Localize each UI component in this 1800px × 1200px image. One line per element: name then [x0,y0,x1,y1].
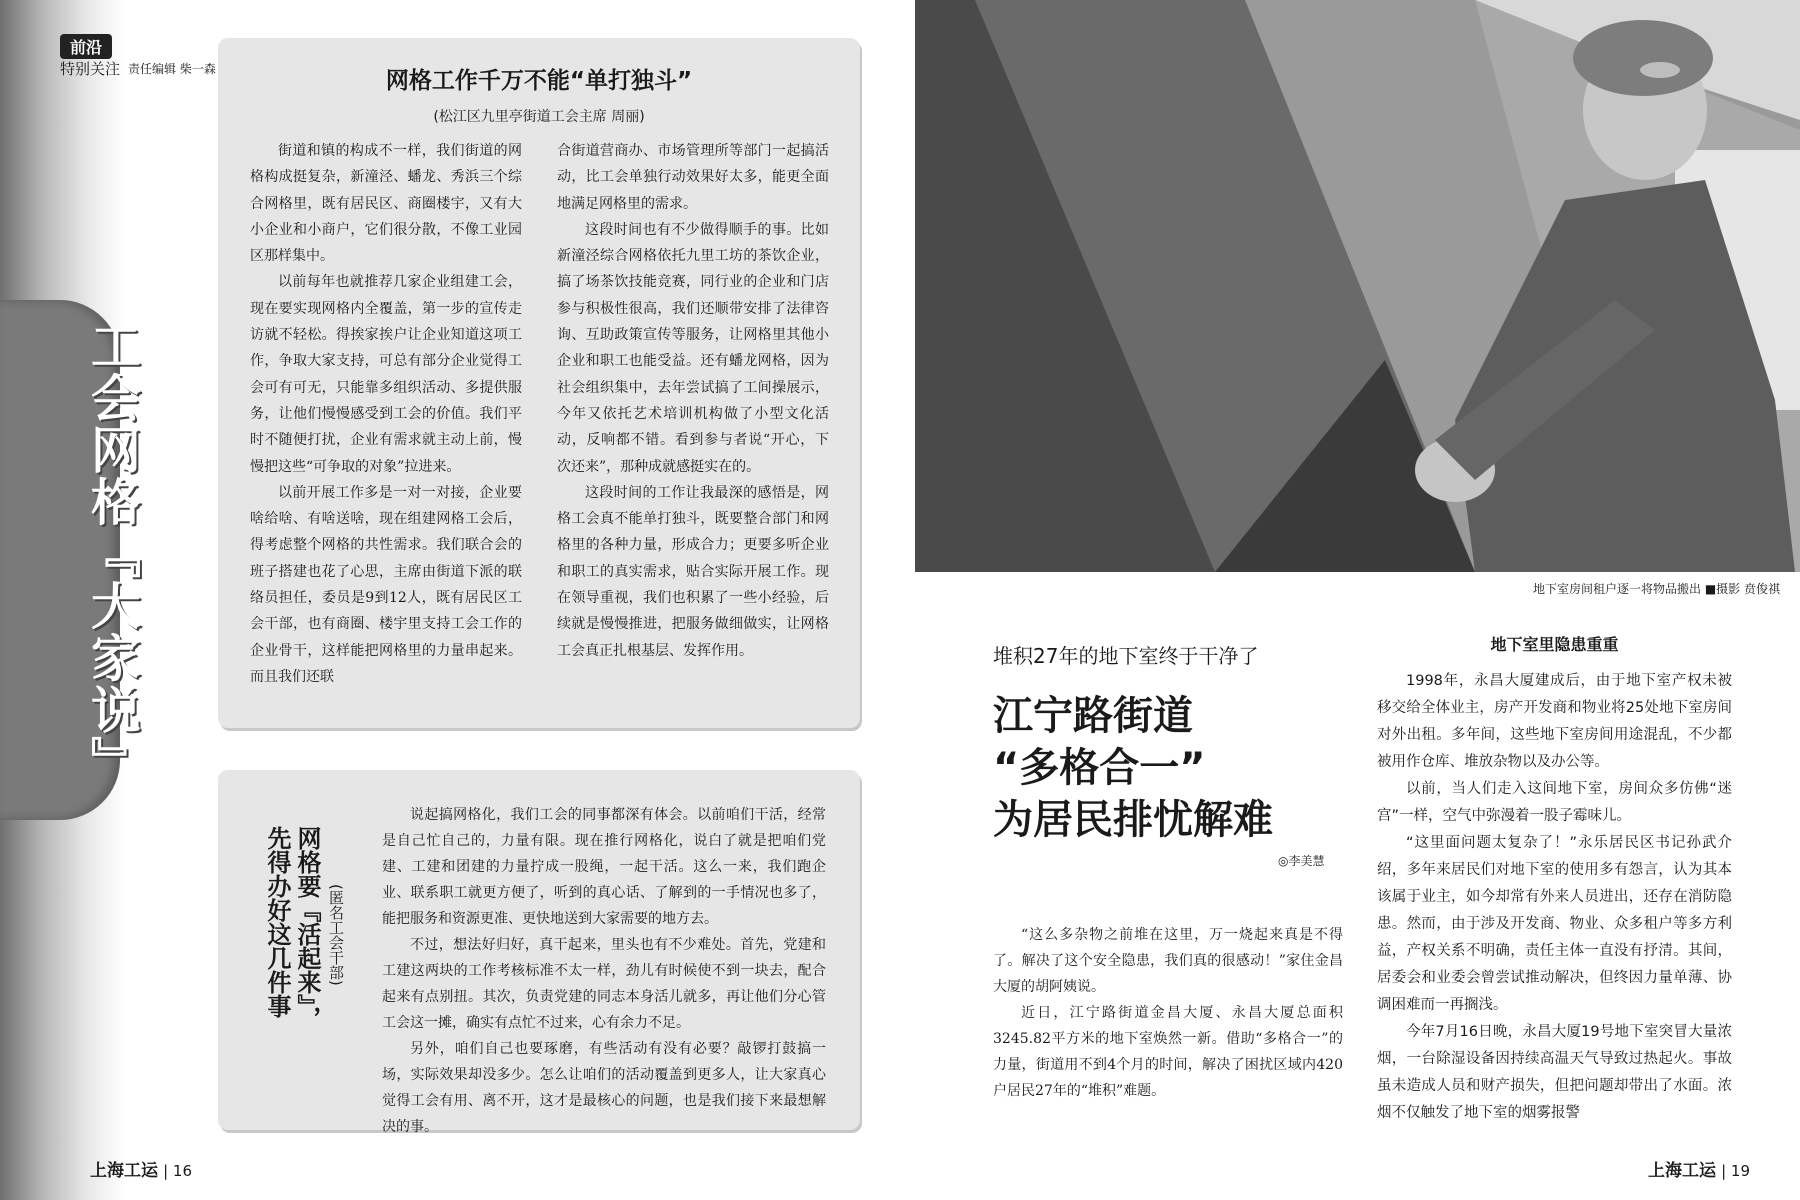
paragraph: 这段时间的工作让我最深的感悟是，网格工会真不能单打独斗，既要整合部门和网格里的各种力量，形成合力；更要多听企业和职工的真实需求，贴合实际开展工作。现在领导重视，我们也积累了一些小经验，后续就是慢慢推进，把服务做细做实，让网格工会真正扎根基层、发挥作用。 [557,484,829,659]
section-badge: 前沿 [60,34,112,59]
paragraph: “这么多杂物之前堆在这里，万一烧起来真是不得了。解决了这个安全隐患，我们真的很感动！”家住金昌大厦的胡阿姨说。 [993,927,1343,995]
page-number: 16 [172,1162,193,1180]
folio-separator: | [1721,1162,1731,1180]
editor-credit: 责任编辑 柴一森 [128,62,216,76]
headline-line: 江宁路街道 [993,693,1193,739]
page-number: 19 [1730,1162,1751,1180]
side-title: 工会网格『大家说』 [83,320,141,788]
left-folio [90,1156,192,1181]
worker-photo-illustration [915,0,1800,572]
right-folio [1648,1156,1750,1181]
article1-title: 网格工作千万不能“单打独斗” [385,68,693,94]
photo-caption: 地下室房间租户逐一将物品搬出 ■摄影 贲俊祺 [1533,582,1780,596]
paragraph: 今年7月16日晚，永昌大厦19号地下室突冒大量浓烟，一台除湿设备因持续高温天气导致过热起火。事故虽未造成人员和财产损失，但把问题却带出了水面。浓烟不仅触发了地下室的烟雾报警 [1377,1024,1732,1121]
article3-column-a [993,922,1343,1104]
paragraph: 不过，想法好归好，真干起来，里头也有不少难处。首先，党建和工建这两块的工作考核标准不太一样，劲儿有时候使不到一块去，配合起来有点别扭。其次，负责党建的同志本身活儿就多，再让他们分心管工会这一摊，确实有点忙不过来，心有余力不足。 [382,937,826,1031]
headline-line: 为居民排忧解难 [993,797,1273,843]
article3-kicker: 堆积27年的地下室终于干净了 [993,644,1259,668]
paragraph: 合街道营商办、市场管理所等部门一起搞活动，比工会单独行动效果好太多，能更全面地满足网格里的需求。 [557,143,829,212]
article3-column-b [1377,668,1732,1127]
paragraph: 以前每年也就推荐几家企业组建工会，现在要实现网格内全覆盖，第一步的宣传走访就不轻松。得挨家挨户让企业知道这项工作，争取大家支持，可总有部分企业觉得工会可有可无，只能靠多组织活动、多提供服务，让他们慢慢感受到工会的价值。我们平时不随便打扰，企业有需求就主动上前，慢慢把这些“可争取的对象”拉进来。 [250,274,522,475]
article3-subhead: 地下室里隐患重重 [1490,635,1619,654]
paragraph: 另外，咱们自己也要琢磨，有些活动有没有必要？敲锣打鼓搞一场，实际效果却没多少。怎么让咱们的活动覆盖到更多人，让大家真心觉得工会有用、离不开，这才是最核心的问题，也是我们接下来最想解决的事。 [382,1041,826,1135]
headline-line: “多格合一” [993,745,1206,791]
section-subtitle: 特别关注 [60,60,121,78]
paragraph: 1998年，永昌大厦建成后，由于地下室产权未被移交给全体业主，房产开发商和物业将25处地下室房间对外出租。多年间，这些地下室房间用途混乱，不少都被用作仓库、堆放杂物以及办公等。 [1377,673,1732,770]
article3-headline [993,690,1273,846]
paragraph: 这段时间也有不少做得顺手的事。比如新潼泾综合网格依托九里工坊的茶饮企业，搞了场茶饮技能竞赛，同行业的企业和门店参与积极性很高，我们还顺带安排了法律咨询、互助政策宣传等服务，让网格里其他小企业和职工也能受益。还有蟠龙网格，因为社会组织集中，去年尝试搞了工间操展示，今年又依托艺术培训机构做了小型文化活动，反响都不错。看到参与者说“开心，下次还来”，那种成就感挺实在的。 [557,221,829,475]
article2-author: (匿名工会干部) [327,884,345,986]
paragraph: “这里面问题太复杂了！”永乐居民区书记孙武介绍，多年来居民们对地下室的使用多有怨言，认为其本该属于业主，如今却常有外来人员进出，还存在消防隐患。然而，由于涉及开发商、物业、众多租户等多方利益，产权关系不明确，责任主体一直没有抒清。其间，居委会和业委会曾尝试推动解决，但终因力量单薄、协调困难而一再搁浅。 [1377,835,1732,1013]
worker-photo [915,0,1800,572]
folio-separator: | [163,1162,173,1180]
paragraph: 街道和镇的构成不一样，我们街道的网格构成挺复杂，新潼泾、蟠龙、秀浜三个综合网格里，既有居民区、商圈楼宇，又有大小企业和小商户，它们很分散，不像工业园区那样集中。 [250,143,522,265]
paragraph: 近日，江宁路街道金昌大厦、永昌大厦总面积3245.82平方米的地下室焕然一新。借助“多格合一”的力量，街道用不到4个月的时间，解决了困扰区域内420户居民27年的“堆积”难题。 [993,1005,1343,1099]
magazine-logo: 上海工运 [1648,1161,1716,1181]
article1-column-a [250,138,522,690]
article2-body [382,802,826,1140]
magazine-logo: 上海工运 [90,1161,158,1181]
paragraph: 以前，当人们走入这间地下室，房间众多仿佛“迷宫”一样，空气中弥漫着一股子霉味儿。 [1377,781,1732,824]
paragraph: 说起搞网格化，我们工会的同事都深有体会。以前咱们干活，经常是自己忙自己的，力量有限。现在推行网格化，说白了就是把咱们党建、工建和团建的力量拧成一股绳，一起干活。这么一来，我们跑企业、联系职工就更方便了，听到的真心话、了解到的一手情况也多了，能把服务和资源更准、更快地送到大家需要的地方去。 [382,807,826,927]
article1-author: (松江区九里亭街道工会主席 周丽) [433,109,645,125]
article2-title: 网格要『活起来』，先得办好这几件事 [263,826,321,1030]
article3-byline: ◎李美慧 [1278,854,1325,868]
article1-column-b [557,138,829,664]
paragraph: 以前开展工作多是一对一对接，企业要啥给啥、有啥送啥，现在组建网格工会后，得考虑整个网格的共性需求。我们联合会的班子搭建也花了心思，主席由街道下派的联络员担任，委员是9到12人，既有居民区工会干部，也有商圈、楼宇里支持工会工作的企业骨干，这样能把网格里的力量串起来。而且我们还联 [250,484,522,685]
